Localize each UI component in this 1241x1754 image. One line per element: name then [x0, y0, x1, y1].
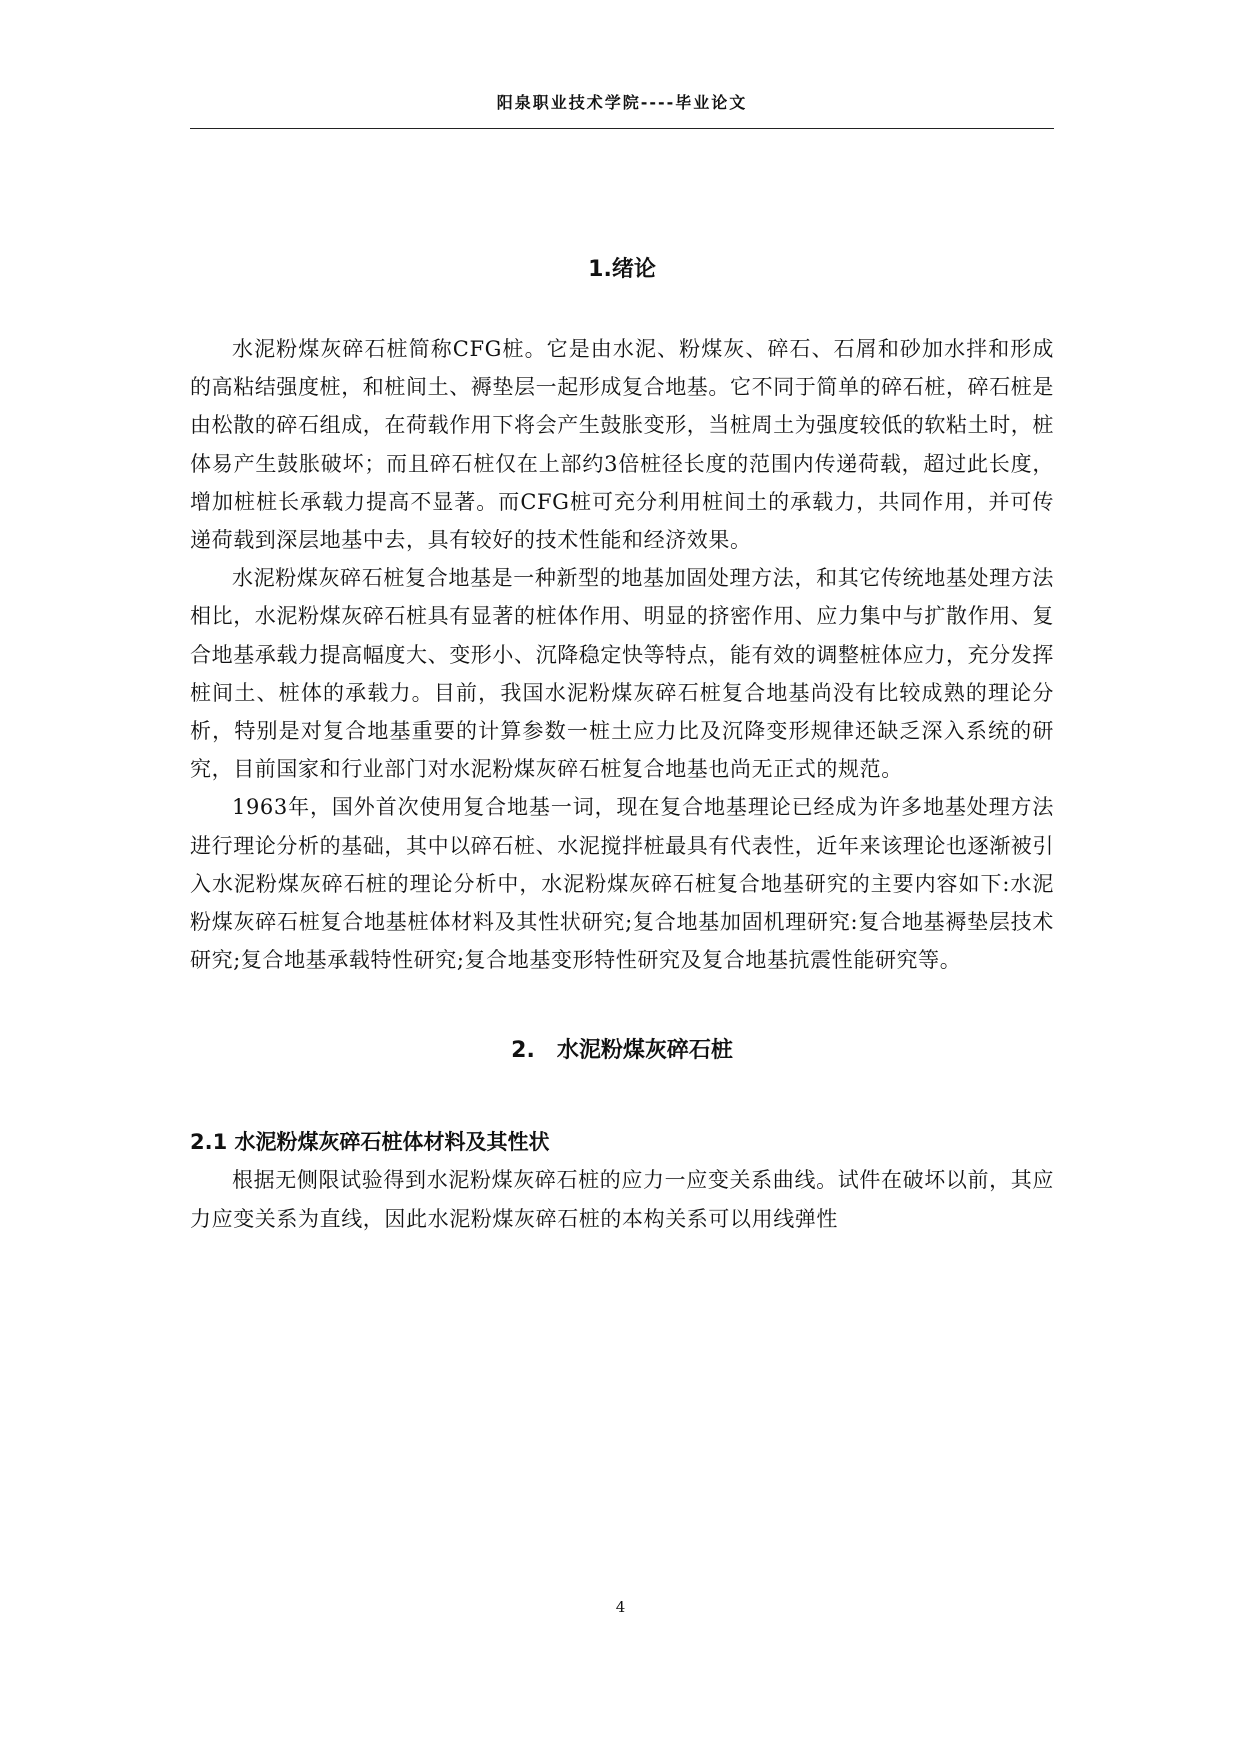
page-number: 4 — [615, 1598, 626, 1616]
paragraph-material-properties: 根据无侧限试验得到水泥粉煤灰碎石桩的应力一应变关系曲线。试件在破坏以前，其应力应变关系为直线，因此水泥粉煤灰碎石桩的本构关系可以用线弹性 — [190, 1168, 1054, 1231]
page-content — [190, 250, 1054, 1238]
paragraph-composite-foundation: 水泥粉煤灰碎石桩复合地基是一种新型的地基加固处理方法，和其它传统地基处理方法相比，水泥粉煤灰碎石桩具有显著的桩体作用、明显的挤密作用、应力集中与扩散作用、复合地基承载力提高幅度大、变形小、沉降稳定快等特点，能有效的调整桩体应力，充分发挥桩间土、桩体的承载力。目前，我国水泥粉煤灰碎石桩复合地基尚没有比较成熟的理论分析，特别是对复合地基重要的计算参数一桩土应力比及沉降变形规律还缺乏深入系统的研究，目前国家和行业部门对水泥粉煤灰碎石桩复合地基也尚无正式的规范。 — [190, 566, 1054, 782]
paragraph-history: 1963年，国外首次使用复合地基一词，现在复合地基理论已经成为许多地基处理方法进行理论分析的基础，其中以碎石桩、水泥搅拌桩最具有代表性，近年来该理论也逐渐被引入水泥粉煤灰碎石桩的理论分析中，水泥粉煤灰碎石桩复合地基研究的主要内容如下:水泥粉煤灰碎石桩复合地基桩体材料及其性状研究;复合地基加固机理研究:复合地基褥垫层技术研究;复合地基承载特性研究;复合地基变形特性研究及复合地基抗震性能研究等。 — [190, 795, 1054, 973]
running-header: 阳泉职业技术学院----毕业论文 — [496, 93, 748, 112]
paragraph-cfg-intro: 水泥粉煤灰碎石桩简称CFG桩。它是由水泥、粉煤灰、碎石、石屑和砂加水拌和形成的高粘结强度桩，和桩间土、褥垫层一起形成复合地基。它不同于简单的碎石桩，碎石桩是由松散的碎石组成，在荷载作用下将会产生鼓胀变形，当桩周土为强度较低的软粘土时，桩体易产生鼓胀破坏；而且碎石桩仅在上部约3倍桩径长度的范围内传递荷载，超过此长度，增加桩桩长承载力提高不显著。而CFG桩可充分利用桩间土的承载力，共同作用，并可传递荷载到深层地基中去，具有较好的技术性能和经济效果。 — [190, 337, 1054, 553]
header-rule — [190, 128, 1054, 129]
section-1-heading: 1.绪论 — [588, 257, 656, 282]
subsection-2-1-heading: 2.1 水泥粉煤灰碎石桩体材料及其性状 — [190, 1130, 550, 1155]
section-2-heading: 2. 水泥粉煤灰碎石桩 — [511, 1038, 733, 1064]
